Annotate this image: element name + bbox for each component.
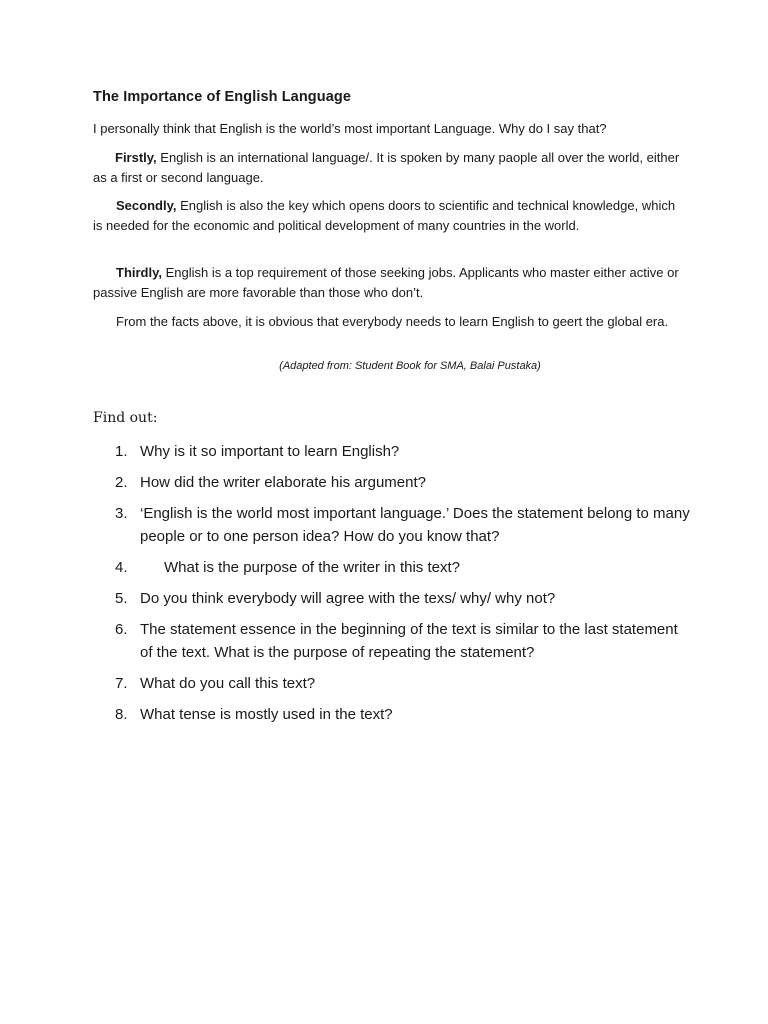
paragraph-secondly [93, 196, 683, 235]
paragraph-lead: Thirdly, [116, 265, 162, 280]
question-text-indented [140, 559, 460, 576]
question-text: What tense is mostly used in the text? [140, 706, 393, 723]
question-list [93, 440, 693, 734]
paragraph-lead: Firstly, [115, 150, 157, 165]
document-title: The Importance of English Language [93, 89, 351, 105]
question-text: ‘English is the world most important language.’ Does the statement belong to many people or to one person idea? How do you know that? [140, 505, 690, 545]
question-item [93, 672, 693, 695]
paragraph-lead: Secondly, [116, 198, 177, 213]
question-text: The statement essence in the beginning of the text is similar to the last statement of the text. What is the purpose of repeating the statement? [140, 621, 678, 661]
paragraph-text: English is also the key which opens doors to scientific and technical knowledge, which is needed for the economic and political development of many countries in the world. [93, 198, 676, 233]
question-number: 1. [115, 443, 128, 460]
question-text: What do you call this text? [140, 675, 316, 692]
source-citation: (Adapted from: Student Book for SMA, Balai Pustaka) [279, 360, 541, 372]
question-text: Why is it so important to learn English? [140, 443, 400, 460]
question-number: 4. [115, 559, 128, 576]
question-number: 8. [115, 706, 128, 723]
paragraph-text: English is a top requirement of those seeking jobs. Applicants who master either active or passive English are more favorable than those who don’t. [93, 265, 679, 300]
paragraph-thirdly [93, 263, 683, 302]
question-number: 2. [115, 474, 128, 491]
question-item [93, 440, 693, 463]
question-number: 7. [115, 675, 128, 692]
question-text: What is the purpose of the writer in this text? [164, 559, 460, 576]
paragraph-conclusion [93, 312, 683, 332]
question-number: 3. [115, 505, 128, 522]
paragraph-firstly [93, 148, 683, 187]
question-item [93, 502, 693, 548]
question-number: 5. [115, 590, 128, 607]
question-item [93, 618, 693, 664]
question-number: 6. [115, 621, 128, 638]
question-text: How did the writer elaborate his argument? [140, 474, 426, 491]
question-item [93, 703, 693, 726]
paragraph-text: English is an international language/. It is spoken by many paople all over the world, either as a first or second language. [93, 150, 680, 185]
question-text: Do you think everybody will agree with the texs/ why/ why not? [140, 590, 556, 607]
exercise-heading: Find out: [93, 410, 158, 426]
intro-paragraph: I personally think that English is the world’s most important Language. Why do I say that? [93, 121, 607, 136]
question-item [93, 556, 693, 579]
paragraph-text: From the facts above, it is obvious that everybody needs to learn English to geert the global era. [116, 314, 669, 329]
question-item [93, 587, 693, 610]
question-item [93, 471, 693, 494]
